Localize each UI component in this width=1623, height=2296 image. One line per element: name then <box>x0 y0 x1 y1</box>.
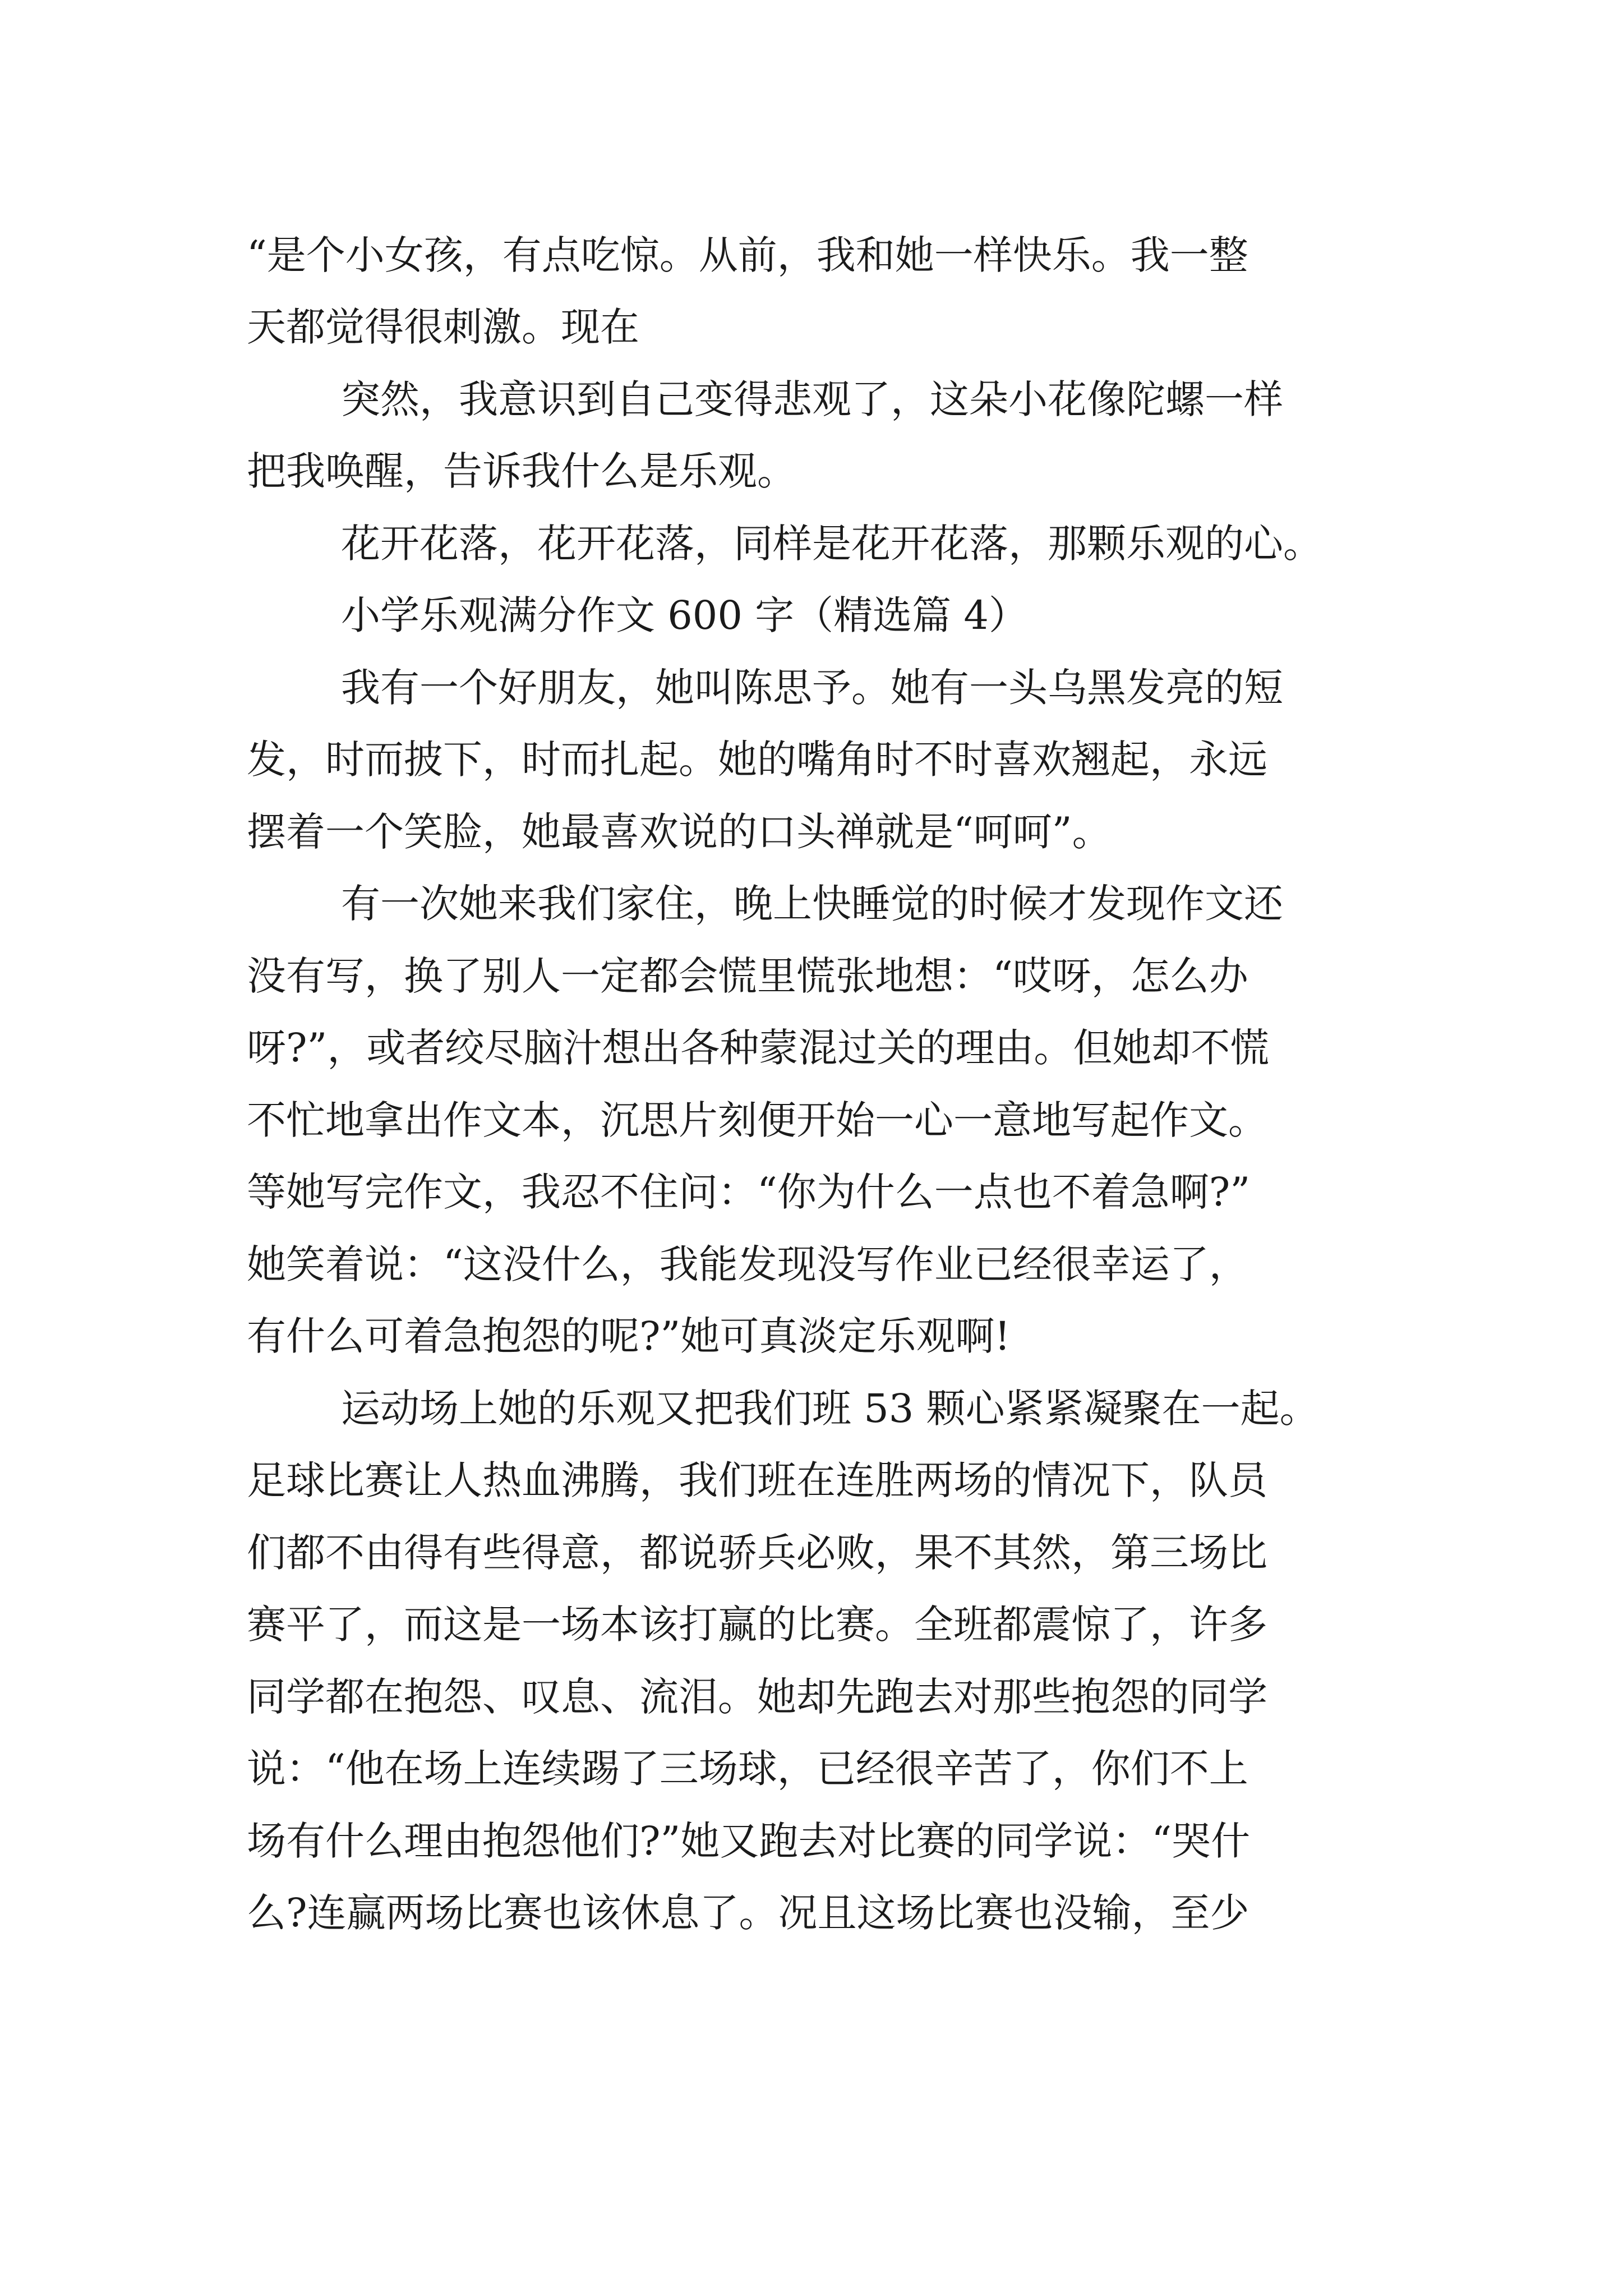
text-line: 等她写完作文，我忍不住问：“你为什么一点也不着急啊?” <box>247 1169 1251 1215</box>
text-line: 发，时而披下，时而扎起。她的嘴角时不时喜欢翘起，永远 <box>247 737 1267 783</box>
text-line: 没有写，换了别人一定都会慌里慌张地想：“哎呀，怎么办 <box>247 953 1248 999</box>
text-line: 有一次她来我们家住，晚上快睡觉的时候才发现作文还 <box>341 881 1283 927</box>
text-line: 么?连赢两场比赛也该休息了。况且这场比赛也没输，至少 <box>247 1890 1249 1936</box>
text-line: 场有什么理由抱怨他们?”她又跑去对比赛的同学说：“哭什 <box>247 1818 1251 1864</box>
text-line: 花开花落，花开花落，同样是花开花落，那颗乐观的心。 <box>341 521 1322 567</box>
text-line: 赛平了，而这是一场本该打赢的比赛。全班都震惊了，许多 <box>247 1602 1267 1648</box>
text-line: 们都不由得有些得意，都说骄兵必败，果不其然，第三场比 <box>247 1530 1267 1576</box>
text-line: “是个小女孩，有点吃惊。从前，我和她一样快乐。我一整 <box>247 232 1248 278</box>
text-line: 把我唤醒，告诉我什么是乐观。 <box>247 448 796 494</box>
text-line: 呀?”，或者绞尽脑汁想出各种蒙混过关的理由。但她却不慌 <box>247 1025 1270 1071</box>
text-line: 有什么可着急抱怨的呢?”她可真淡定乐观啊! <box>247 1313 1011 1359</box>
section-heading: 小学乐观满分作文 600 字（精选篇 4） <box>341 592 1028 638</box>
text-line: 说：“他在场上连续踢了三场球，已经很辛苦了，你们不上 <box>247 1746 1248 1792</box>
text-line: 我有一个好朋友，她叫陈思予。她有一头乌黑发亮的短 <box>341 665 1283 711</box>
text-line: 天都觉得很刺激。现在 <box>247 304 639 350</box>
text-line: 突然，我意识到自己变得悲观了，这朵小花像陀螺一样 <box>341 376 1283 422</box>
text-line: 她笑着说：“这没什么，我能发现没写作业已经很幸运了， <box>247 1241 1248 1287</box>
text-line: 运动场上她的乐观又把我们班 53 颗心紧紧凝聚在一起。 <box>341 1386 1319 1432</box>
text-line: 不忙地拿出作文本，沉思片刻便开始一心一意地写起作文。 <box>247 1097 1267 1143</box>
text-line: 足球比赛让人热血沸腾，我们班在连胜两场的情况下，队员 <box>247 1457 1267 1503</box>
text-line: 摆着一个笑脸，她最喜欢说的口头禅就是“呵呵”。 <box>247 809 1112 855</box>
text-line: 同学都在抱怨、叹息、流泪。她却先跑去对那些抱怨的同学 <box>247 1674 1267 1720</box>
